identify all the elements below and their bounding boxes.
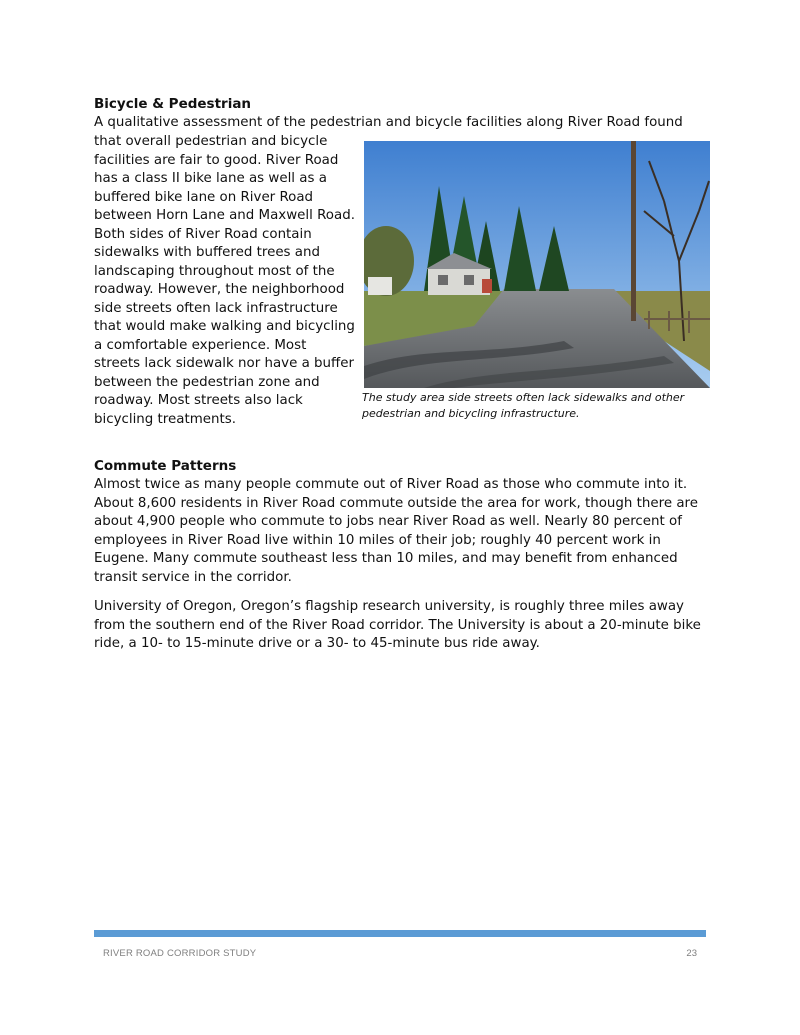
page-number: 23 <box>686 948 697 959</box>
section-intro-line: A qualitative assessment of the pedestrian and bicycle facilities along River Road found <box>94 115 683 130</box>
footer-rule <box>94 930 706 937</box>
section-body-text: that overall pedestrian and bicycle facilities are fair to good. River Road has a class II bike lane as well as a buffered bike lane on River Road between Horn Lane and Maxwell Road. Both sides of River Road contain sidewalks with buffered trees and landscaping throughout most of the roadway. However, the neighborhood side streets often lack infrastructure that would make walking and bicycling a comfortable experience. Most streets lack sidewalk nor have a buffer between the pedestrian zone and roadway. Most streets also lack bicycling treatments. <box>94 134 355 427</box>
section-heading-bicycle-pedestrian: Bicycle & Pedestrian <box>94 96 252 112</box>
footer-document-title: RIVER ROAD CORRIDOR STUDY <box>103 948 257 959</box>
commute-paragraph-1: Almost twice as many people commute out of River Road as those who commute into it. About 8,600 residents in River Road commute outside the area for work, though there are about 4,900 people who commute to jobs near River Road as well. Nearly 80 percent of employees in River Road live within 10 miles of their job; roughly 40 percent work in Eugene. Many commute southeast less than 10 miles, and may benefit from enhanced transit service in the corridor. <box>94 477 698 585</box>
photo-caption: The study area side streets often lack sidewalks and other pedestrian and bicycling infrastructure. <box>362 391 685 420</box>
section-heading-commute-patterns: Commute Patterns <box>94 458 237 474</box>
street-photo <box>364 141 710 388</box>
commute-paragraph-2: University of Oregon, Oregon’s flagship research university, is roughly three miles away from the southern end of the River Road corridor. The University is about a 20-minute bike ride, a 10- to 15-minute drive or a 30- to 45-minute bus ride away. <box>94 599 701 651</box>
